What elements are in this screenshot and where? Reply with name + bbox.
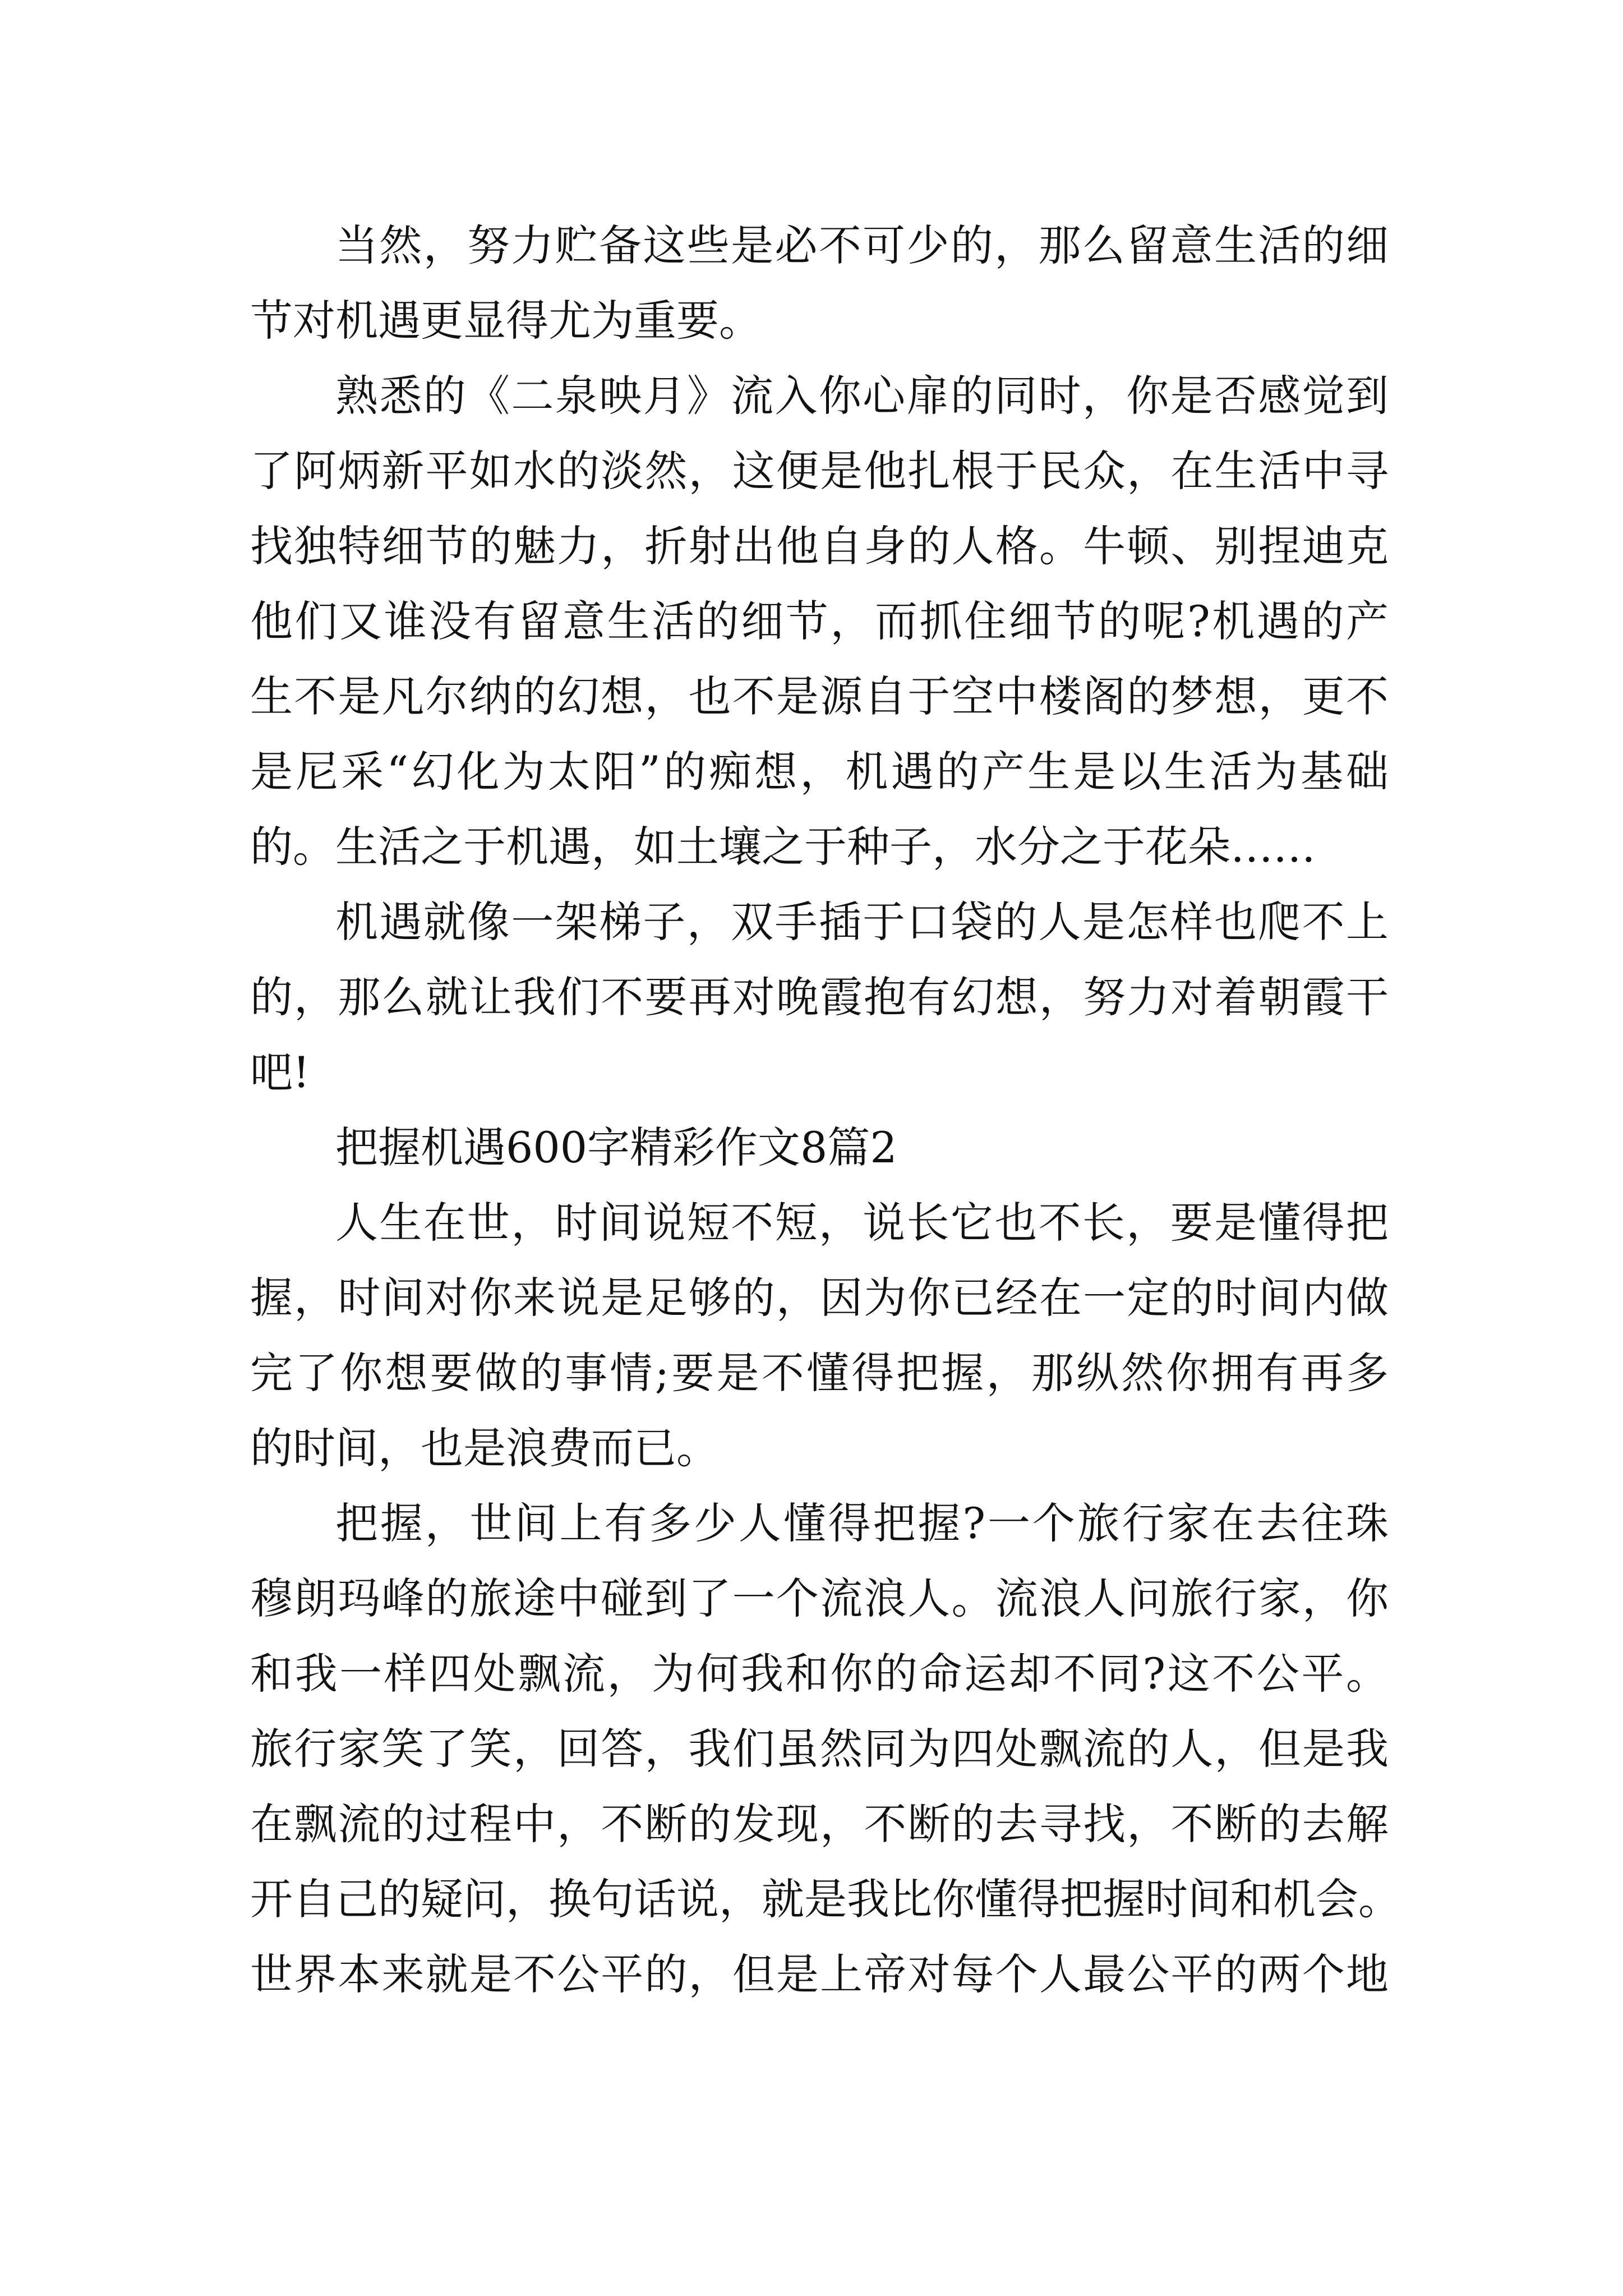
paragraph-line: 的，那么就让我们不要再对晚霞抱有幻想，努力对着朝霞干 xyxy=(250,972,1389,1022)
paragraph-line: 找独特细节的魅力，折射出他自身的人格。牛顿、别捏迪克 xyxy=(250,521,1389,571)
paragraph-line: 他们又谁没有留意生活的细节，而抓住细节的呢?机遇的产 xyxy=(250,596,1389,646)
paragraph-line: 了阿炳新平如水的淡然，这便是他扎根于民众，在生活中寻 xyxy=(250,446,1389,496)
paragraph-line: 的时间，也是浪费而已。 xyxy=(250,1423,719,1473)
paragraph-line: 的。生活之于机遇，如土壤之于种子，水分之于花朵…… xyxy=(250,822,1316,872)
paragraph-line: 穆朗玛峰的旅途中碰到了一个流浪人。流浪人问旅行家，你 xyxy=(250,1573,1389,1623)
paragraph-line: 生不是凡尔纳的幻想，也不是源自于空中楼阁的梦想，更不 xyxy=(250,671,1389,721)
paragraph-line: 握，时间对你来说是足够的，因为你已经在一定的时间内做 xyxy=(250,1273,1389,1323)
paragraph-line: 熟悉的《二泉映月》流入你心扉的同时，你是否感觉到 xyxy=(335,371,1389,421)
paragraph-line: 在飘流的过程中，不断的发现，不断的去寻找，不断的去解 xyxy=(250,1799,1389,1849)
paragraph-line: 节对机遇更显得尤为重要。 xyxy=(250,296,762,346)
paragraph-line: 吧! xyxy=(250,1047,310,1097)
paragraph-line: 开自己的疑问，换句话说，就是我比你懂得把握时间和机会。 xyxy=(250,1874,1401,1924)
paragraph-line: 把握，世间上有多少人懂得把握?一个旅行家在去往珠 xyxy=(335,1498,1389,1548)
paragraph-line: 和我一样四处飘流，为何我和你的命运却不同?这不公平。 xyxy=(250,1649,1389,1699)
paragraph-line: 世界本来就是不公平的，但是上帝对每个人最公平的两个地 xyxy=(250,1949,1389,1999)
section-heading: 把握机遇600字精彩作文8篇2 xyxy=(335,1122,897,1172)
paragraph-line: 旅行家笑了笑，回答，我们虽然同为四处飘流的人，但是我 xyxy=(250,1724,1389,1774)
paragraph-line: 人生在世，时间说短不短，说长它也不长，要是懂得把 xyxy=(335,1198,1389,1248)
paragraph-line: 完了你想要做的事情;要是不懂得把握，那纵然你拥有再多 xyxy=(250,1348,1389,1398)
article-body xyxy=(250,208,1401,2012)
paragraph-line: 是尼采“幻化为太阳”的痴想，机遇的产生是以生活为基础 xyxy=(250,747,1389,797)
paragraph-line: 机遇就像一架梯子，双手插于口袋的人是怎样也爬不上 xyxy=(335,897,1389,947)
paragraph-line: 当然，努力贮备这些是必不可少的，那么留意生活的细 xyxy=(335,220,1389,270)
